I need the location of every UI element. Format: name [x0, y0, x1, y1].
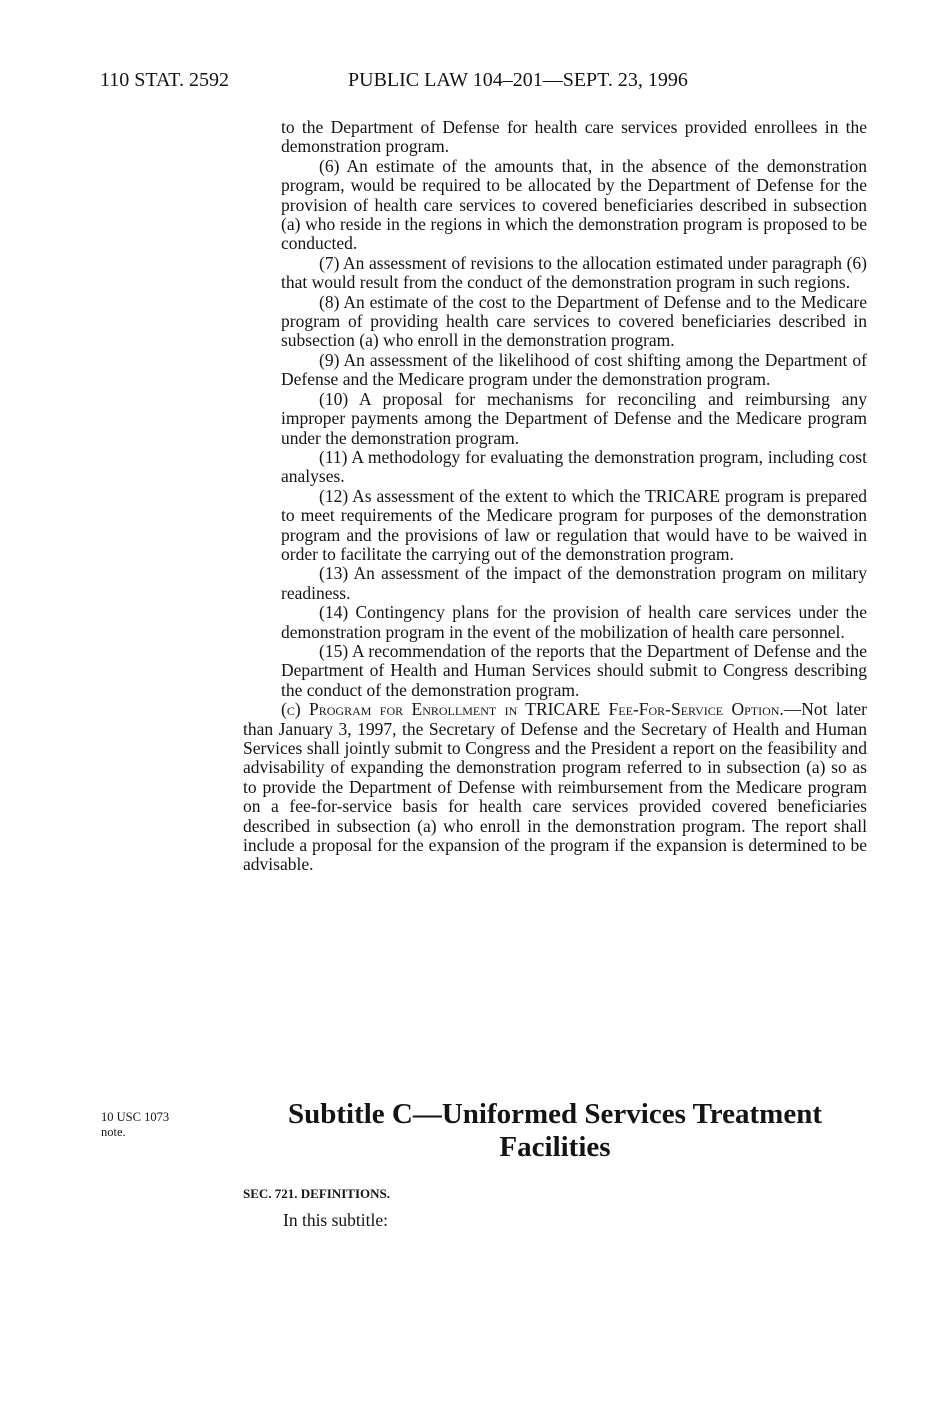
subtitle-line-1: Subtitle C—Uniformed Services Treatment — [287, 1098, 822, 1130]
paragraph-13: (13) An assessment of the impact of the demonstration program on military readiness. — [281, 563, 867, 603]
subtitle-heading — [243, 1098, 867, 1164]
paragraph-11: (11) A methodology for evaluating the demonstration program, including cost analyses. — [281, 446, 867, 487]
margin-note-citation: 10 USC 1073 — [101, 1110, 170, 1124]
document-body — [243, 118, 867, 875]
paragraph-8: (8) An estimate of the cost to the Department of Defense and to the Medicare program of providing health care services to covered beneficiaries described in subsection (a) who enroll in the demonstration program. — [281, 291, 867, 351]
paragraph-14: (14) Contingency plans for the provision of health care services under the demonstration program in the event of the mobilization of health care personnel. — [281, 602, 867, 642]
section-intro: In this subtitle: — [283, 1210, 388, 1230]
paragraph-15: (15) A recommendation of the reports that the Department of Defense and the Department of Health and Human Services should submit to Congress describing the conduct of the demonstration program. — [281, 640, 867, 700]
running-header: PUBLIC LAW 104–201—SEPT. 23, 1996 — [348, 69, 688, 91]
paragraph-9: (9) An assessment of the likelihood of cost shifting among the Department of Defense and the Medicare program under the demonstration program. — [281, 349, 867, 390]
subtitle-line-2: Facilities — [499, 1131, 611, 1163]
subsection-c-heading: (c) Program for Enrollment in TRICARE Fee-For-Service Option.— — [281, 699, 802, 720]
section-heading: SEC. 721. DEFINITIONS. — [243, 1186, 391, 1201]
subsection-c — [243, 700, 867, 875]
page-stat-number: 110 STAT. 2592 — [100, 69, 229, 91]
margin-note-label: note. — [101, 1125, 126, 1139]
paragraph-6: (6) An estimate of the amounts that, in the absence of the demonstration program, would be required to be allocated by the Department of Defense for the provision of health care services to covered beneficiaries described in subsection (a) who reside in the regions in which the demonstration program is proposed to be conducted. — [281, 155, 867, 254]
paragraph-12: (12) As assessment of the extent to which the TRICARE program is prepared to meet requirements of the Medicare program for purposes of the demonstration program and the provisions of law or regulation that would have to be waived in order to facilitate the carrying out of the demonstration program. — [281, 485, 867, 564]
subsection-c-text: Not later than January 3, 1997, the Secretary of Defense and the Secretary of Health and Human Services shall jointly submit to Congress and the President a report on the feasibility and advisability of expanding the demonstration program referred to in subsection (a) so as to provide the Department of Defense with reimbursement from the Medicare program on a fee-for-service basis for health care services provided covered beneficiaries described in subsection (a) who enroll in the demonstration program. The report shall include a proposal for the expansion of the program if the expansion is determined to be advisable. — [243, 699, 868, 875]
paragraph-10: (10) A proposal for mechanisms for reconciling and reimbursing any improper payments among the Department of Defense and the Medicare program under the demonstration program. — [281, 388, 867, 448]
continuation-paragraph: to the Department of Defense for health care services provided enrollees in the demonstration program. — [281, 117, 867, 157]
margin-note — [101, 1110, 169, 1140]
paragraph-7: (7) An assessment of revisions to the allocation estimated under paragraph (6) that would result from the conduct of the demonstration program in such regions. — [281, 252, 867, 293]
